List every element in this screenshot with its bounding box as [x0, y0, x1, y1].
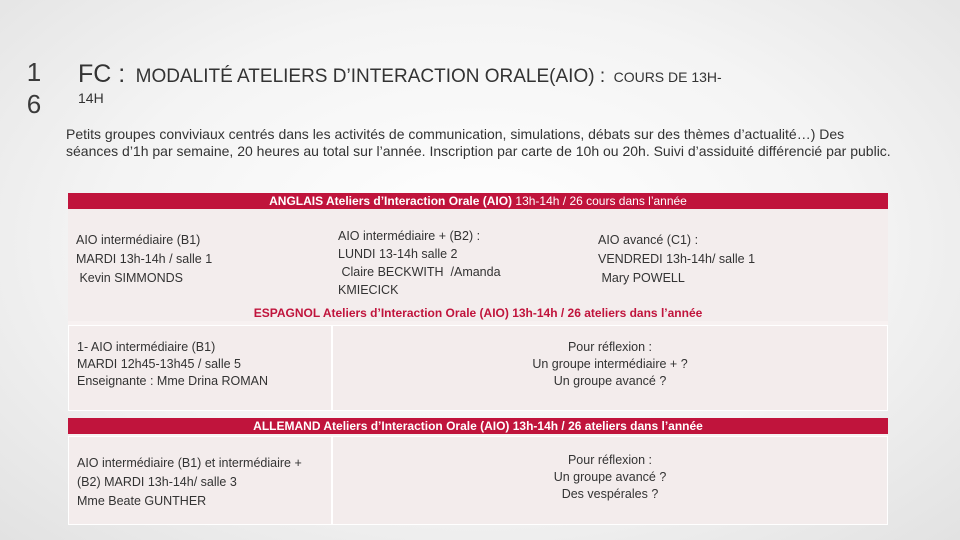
text-line: VENDREDI 13h-14h/ salle 1 [598, 252, 756, 266]
allemand-section [68, 418, 888, 524]
slide-number-digit-1: 1 [26, 57, 42, 87]
text-line: 1- AIO intermédiaire (B1) [77, 340, 216, 354]
anglais-col-1 [76, 231, 212, 288]
title-line-2: 14H [78, 90, 104, 106]
text-line: (B2) MARDI 13h-14h/ salle 3 [77, 475, 237, 489]
allemand-col-2 [468, 452, 752, 503]
text-line: Mary POWELL [598, 271, 685, 285]
anglais-col-2 [338, 227, 501, 299]
slide-number-digit-2: 6 [26, 89, 42, 119]
text-line: Un groupe avancé ? [553, 470, 667, 484]
title-suffix: COURS DE 13H- [613, 69, 722, 85]
espagnol-col-1 [77, 339, 268, 390]
text-line: Pour réflexion : [567, 340, 653, 354]
text-line: Un groupe intermédiaire + ? [532, 357, 688, 371]
anglais-header-bold: ANGLAIS Ateliers d’Interaction Orale (AIO) [269, 194, 513, 208]
espagnol-section [68, 305, 888, 410]
text-line: Mme Beate GUNTHER [77, 494, 207, 508]
allemand-col-1 [77, 454, 302, 511]
text-line: Kevin SIMMONDS [76, 271, 183, 285]
text-line: Enseignante : Mme Drina ROMAN [77, 374, 269, 388]
intro-paragraph: Petits groupes conviviaux centrés dans les activités de communication, simulations, débats sur des thèmes d’actualité…) Des séances d’1h par semaine, 20 heures au total sur l’année. Inscription par carte de 10h ou 20h. Suivi d’assiduité différencié par public. [66, 126, 891, 159]
text-line: Un groupe avancé ? [553, 374, 667, 388]
text-line: MARDI 12h45-13h45 / salle 5 [77, 357, 241, 371]
anglais-header [68, 193, 888, 209]
text-line: Des vespérales ? [561, 487, 659, 501]
title-prefix: FC : [78, 60, 126, 88]
slide-number [24, 56, 44, 120]
espagnol-col-2 [468, 339, 752, 390]
title-main: MODALITÉ ATELIERS D’INTERACTION ORALE(AIO) : [135, 66, 606, 87]
anglais-col-3 [598, 231, 755, 288]
text-line: Pour réflexion : [567, 453, 653, 467]
text-line: KMIECICK [338, 283, 399, 297]
espagnol-header: ESPAGNOL Ateliers d’Interaction Orale (AIO) 13h-14h / 26 ateliers dans l’année [68, 305, 888, 321]
slide-title [78, 60, 898, 89]
text-line: AIO intermédiaire (B1) [76, 233, 201, 247]
text-line: Claire BECKWITH /Amanda [338, 265, 501, 279]
anglais-section [68, 193, 888, 305]
text-line: AIO avancé (C1) : [598, 233, 699, 247]
text-line: LUNDI 13-14h salle 2 [338, 247, 458, 261]
allemand-header: ALLEMAND Ateliers d’Interaction Orale (AIO) 13h-14h / 26 ateliers dans l’année [68, 418, 888, 434]
text-line: AIO intermédiaire + (B2) : [338, 229, 481, 243]
anglais-header-light: 13h-14h / 26 cours dans l’année [512, 194, 687, 208]
text-line: AIO intermédiaire (B1) et intermédiaire + [77, 456, 302, 470]
text-line: MARDI 13h-14h / salle 1 [76, 252, 213, 266]
